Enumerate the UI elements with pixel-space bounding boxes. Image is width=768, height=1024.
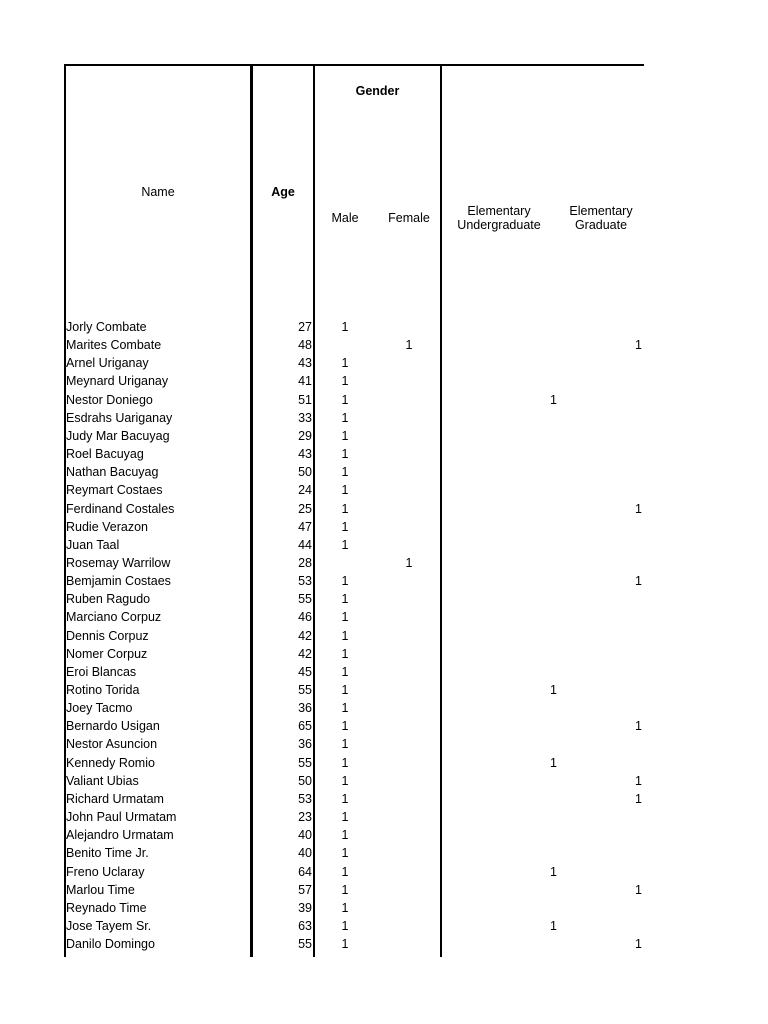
female-cell bbox=[378, 518, 440, 536]
elementary-undergraduate-cell bbox=[443, 500, 557, 518]
table-row bbox=[0, 735, 768, 753]
table-row bbox=[0, 645, 768, 663]
name-cell: Danilo Domingo bbox=[66, 937, 155, 952]
elementary-undergraduate-cell bbox=[443, 572, 557, 590]
elementary-undergraduate-cell bbox=[443, 481, 557, 499]
name-cell: Joey Tacmo bbox=[66, 701, 133, 716]
elementary-graduate-cell bbox=[560, 481, 642, 499]
elementary-undergraduate-cell bbox=[443, 935, 557, 953]
name-cell: Kennedy Romio bbox=[66, 755, 155, 770]
elementary-undergraduate-cell bbox=[443, 790, 557, 808]
elementary-graduate-cell bbox=[560, 463, 642, 481]
female-cell bbox=[378, 445, 440, 463]
male-cell: 1 bbox=[341, 755, 349, 770]
male-cell: 1 bbox=[341, 628, 349, 643]
male-cell: 1 bbox=[341, 882, 349, 897]
age-cell: 28 bbox=[298, 555, 312, 570]
elementary-undergraduate-cell bbox=[443, 899, 557, 917]
male-cell: 1 bbox=[341, 320, 349, 334]
name-cell: Valiant Ubias bbox=[66, 773, 139, 788]
male-cell: 1 bbox=[341, 410, 349, 425]
elementary-undergraduate-cell bbox=[443, 663, 557, 681]
table-row bbox=[0, 372, 768, 390]
elementary-undergraduate-cell bbox=[443, 717, 557, 735]
male-cell: 1 bbox=[341, 664, 349, 679]
elementary-undergraduate-cell bbox=[443, 645, 557, 663]
elementary-graduate-cell: 1 bbox=[635, 719, 642, 734]
age-cell: 47 bbox=[298, 519, 312, 534]
male-cell: 1 bbox=[341, 501, 349, 516]
age-cell: 55 bbox=[298, 683, 312, 697]
female-cell bbox=[378, 645, 440, 663]
elementary-undergraduate-cell bbox=[443, 808, 557, 826]
female-cell bbox=[378, 391, 440, 409]
table-row bbox=[0, 590, 768, 608]
female-cell bbox=[378, 699, 440, 717]
age-cell: 53 bbox=[298, 791, 312, 806]
female-cell bbox=[378, 590, 440, 608]
elementary-graduate-cell bbox=[560, 354, 642, 372]
table-row bbox=[0, 681, 768, 699]
name-cell: Esdrahs Uariganay bbox=[66, 410, 173, 425]
elementary-undergraduate-cell bbox=[443, 590, 557, 608]
table-row bbox=[0, 354, 768, 372]
elementary-undergraduate-cell: 1 bbox=[550, 683, 557, 697]
name-cell: Juan Taal bbox=[66, 537, 120, 552]
name-cell: Nathan Bacuyag bbox=[66, 465, 159, 480]
name-cell: Ferdinand Costales bbox=[66, 501, 175, 516]
elementary-undergraduate-cell bbox=[443, 336, 557, 354]
age-cell: 53 bbox=[298, 574, 312, 589]
age-cell: 27 bbox=[298, 320, 312, 334]
male-cell: 1 bbox=[341, 392, 349, 407]
age-cell: 39 bbox=[298, 900, 312, 915]
elementary-graduate-cell bbox=[560, 627, 642, 645]
elementary-graduate-cell: 1 bbox=[635, 937, 642, 952]
age-cell: 29 bbox=[298, 428, 312, 443]
elementary-undergraduate-cell bbox=[443, 463, 557, 481]
male-cell: 1 bbox=[341, 447, 349, 462]
elementary-undergraduate-cell bbox=[443, 518, 557, 536]
elementary-undergraduate-cell bbox=[443, 826, 557, 844]
female-cell bbox=[378, 427, 440, 445]
elementary-graduate-cell bbox=[560, 681, 642, 699]
female-cell bbox=[378, 372, 440, 390]
name-cell: Bemjamin Costaes bbox=[66, 574, 171, 589]
name-cell: Benito Time Jr. bbox=[66, 846, 149, 861]
name-cell: Reynado Time bbox=[66, 900, 147, 915]
elementary-graduate-cell bbox=[560, 409, 642, 427]
age-cell: 55 bbox=[298, 755, 312, 770]
female-cell: 1 bbox=[405, 555, 413, 570]
elementary-undergraduate-cell bbox=[443, 354, 557, 372]
elementary-undergraduate-cell bbox=[443, 427, 557, 445]
elementary-graduate-cell bbox=[560, 863, 642, 881]
name-cell: Rosemay Warrilow bbox=[66, 555, 171, 570]
age-cell: 24 bbox=[298, 483, 312, 498]
elementary-graduate-cell bbox=[560, 518, 642, 536]
table-row bbox=[0, 318, 768, 336]
elementary-graduate-cell bbox=[560, 663, 642, 681]
name-cell: Richard Urmatam bbox=[66, 791, 164, 806]
female-cell bbox=[378, 536, 440, 554]
elementary-undergraduate-cell bbox=[443, 772, 557, 790]
header-gender: Gender bbox=[355, 84, 400, 98]
name-cell: Jose Tayem Sr. bbox=[66, 918, 152, 933]
age-cell: 42 bbox=[298, 628, 312, 643]
male-cell: 1 bbox=[341, 864, 349, 879]
elementary-undergraduate-cell bbox=[443, 409, 557, 427]
age-cell: 33 bbox=[298, 410, 312, 425]
elementary-graduate-cell bbox=[560, 536, 642, 554]
elementary-graduate-cell bbox=[560, 391, 642, 409]
elementary-undergraduate-cell bbox=[443, 881, 557, 899]
elementary-graduate-cell bbox=[560, 554, 642, 572]
elementary-graduate-cell bbox=[560, 608, 642, 626]
table-row bbox=[0, 536, 768, 554]
age-cell: 36 bbox=[298, 701, 312, 716]
male-cell: 1 bbox=[341, 610, 349, 625]
name-cell: Marciano Corpuz bbox=[66, 610, 162, 625]
elementary-graduate-cell bbox=[560, 445, 642, 463]
elementary-undergraduate-cell bbox=[443, 445, 557, 463]
elementary-graduate-cell: 1 bbox=[635, 791, 642, 806]
name-cell: Alejandro Urmatam bbox=[66, 828, 174, 843]
elementary-graduate-cell: 1 bbox=[635, 773, 642, 788]
female-cell bbox=[378, 354, 440, 372]
male-cell: 1 bbox=[341, 719, 349, 734]
header-male: Male bbox=[331, 211, 359, 225]
age-cell: 55 bbox=[298, 937, 312, 952]
elementary-undergraduate-cell: 1 bbox=[550, 755, 557, 770]
male-cell: 1 bbox=[341, 918, 349, 933]
male-cell bbox=[315, 554, 375, 572]
age-cell: 42 bbox=[298, 646, 312, 661]
male-cell: 1 bbox=[341, 646, 349, 661]
age-cell: 50 bbox=[298, 773, 312, 788]
female-cell bbox=[378, 790, 440, 808]
elementary-undergraduate-cell bbox=[443, 536, 557, 554]
female-cell bbox=[378, 663, 440, 681]
female-cell bbox=[378, 881, 440, 899]
elementary-undergraduate-cell bbox=[443, 372, 557, 390]
elementary-undergraduate-cell bbox=[443, 699, 557, 717]
header-elementary-undergraduate bbox=[443, 204, 555, 232]
table-row bbox=[0, 391, 768, 409]
female-cell bbox=[378, 899, 440, 917]
male-cell: 1 bbox=[341, 701, 349, 716]
name-cell: Marlou Time bbox=[66, 882, 135, 897]
name-cell: Ruben Ragudo bbox=[66, 592, 151, 607]
elementary-graduate-cell bbox=[560, 590, 642, 608]
female-cell bbox=[378, 826, 440, 844]
header-female: Female bbox=[388, 211, 430, 225]
age-cell: 44 bbox=[298, 537, 312, 552]
table-row bbox=[0, 608, 768, 626]
table-row bbox=[0, 500, 768, 518]
table-row bbox=[0, 844, 768, 862]
male-cell: 1 bbox=[341, 773, 349, 788]
male-cell: 1 bbox=[341, 483, 349, 498]
table-row bbox=[0, 663, 768, 681]
female-cell bbox=[378, 409, 440, 427]
female-cell bbox=[378, 935, 440, 953]
header-elementary-graduate-line1: Elementary bbox=[569, 204, 633, 218]
table-row bbox=[0, 790, 768, 808]
age-cell: 45 bbox=[298, 664, 312, 679]
elementary-graduate-cell bbox=[560, 645, 642, 663]
table-row bbox=[0, 772, 768, 790]
male-cell bbox=[315, 336, 375, 354]
table-row bbox=[0, 481, 768, 499]
elementary-graduate-cell bbox=[560, 917, 642, 935]
elementary-graduate-cell bbox=[560, 372, 642, 390]
table-row bbox=[0, 572, 768, 590]
female-cell bbox=[378, 572, 440, 590]
table-row bbox=[0, 409, 768, 427]
elementary-undergraduate-cell bbox=[443, 735, 557, 753]
table-row bbox=[0, 917, 768, 935]
female-cell bbox=[378, 808, 440, 826]
female-cell bbox=[378, 481, 440, 499]
elementary-graduate-cell bbox=[560, 318, 642, 336]
age-cell: 43 bbox=[298, 356, 312, 371]
age-cell: 41 bbox=[298, 374, 312, 389]
age-cell: 55 bbox=[298, 592, 312, 607]
table-row bbox=[0, 826, 768, 844]
female-cell bbox=[378, 735, 440, 753]
age-cell: 64 bbox=[298, 864, 312, 879]
table-row bbox=[0, 554, 768, 572]
name-cell: Marites Combate bbox=[66, 338, 162, 353]
female-cell bbox=[378, 863, 440, 881]
name-cell: Freno Uclaray bbox=[66, 864, 145, 879]
name-cell: Rudie Verazon bbox=[66, 519, 149, 534]
elementary-graduate-cell bbox=[560, 699, 642, 717]
age-cell: 36 bbox=[298, 737, 312, 752]
header-elementary-graduate-line2: Graduate bbox=[574, 218, 628, 232]
male-cell: 1 bbox=[341, 356, 349, 371]
age-cell: 40 bbox=[298, 846, 312, 861]
elementary-graduate-cell bbox=[560, 808, 642, 826]
table-row bbox=[0, 808, 768, 826]
age-cell: 23 bbox=[298, 810, 312, 825]
age-cell: 46 bbox=[298, 610, 312, 625]
table-row bbox=[0, 699, 768, 717]
elementary-undergraduate-cell bbox=[443, 844, 557, 862]
age-cell: 57 bbox=[298, 882, 312, 897]
female-cell bbox=[378, 844, 440, 862]
table-row bbox=[0, 881, 768, 899]
header-name: Name bbox=[141, 185, 175, 199]
male-cell: 1 bbox=[341, 846, 349, 861]
female-cell bbox=[378, 500, 440, 518]
elementary-undergraduate-cell bbox=[443, 627, 557, 645]
elementary-undergraduate-cell: 1 bbox=[550, 918, 557, 933]
name-cell: Eroi Blancas bbox=[66, 664, 137, 679]
male-cell: 1 bbox=[341, 428, 349, 443]
name-cell: Reymart Costaes bbox=[66, 483, 163, 498]
male-cell: 1 bbox=[341, 592, 349, 607]
male-cell: 1 bbox=[341, 465, 349, 480]
elementary-graduate-cell: 1 bbox=[635, 338, 642, 353]
elementary-graduate-cell bbox=[560, 754, 642, 772]
female-cell bbox=[378, 717, 440, 735]
male-cell: 1 bbox=[341, 537, 349, 552]
table-row bbox=[0, 717, 768, 735]
female-cell bbox=[378, 627, 440, 645]
header-elementary-undergraduate-line2: Undergraduate bbox=[457, 218, 541, 232]
table-row bbox=[0, 445, 768, 463]
name-cell: Rotino Torida bbox=[66, 683, 140, 697]
age-cell: 43 bbox=[298, 447, 312, 462]
name-cell: Roel Bacuyag bbox=[66, 447, 144, 462]
age-cell: 40 bbox=[298, 828, 312, 843]
elementary-graduate-cell bbox=[560, 899, 642, 917]
male-cell: 1 bbox=[341, 519, 349, 534]
elementary-undergraduate-cell: 1 bbox=[550, 392, 557, 407]
table-row bbox=[0, 627, 768, 645]
female-cell bbox=[378, 772, 440, 790]
name-cell: Arnel Uriganay bbox=[66, 356, 149, 371]
age-cell: 65 bbox=[298, 719, 312, 734]
female-cell bbox=[378, 754, 440, 772]
elementary-graduate-cell bbox=[560, 826, 642, 844]
elementary-graduate-cell: 1 bbox=[635, 882, 642, 897]
male-cell: 1 bbox=[341, 828, 349, 843]
female-cell: 1 bbox=[405, 338, 413, 353]
male-cell: 1 bbox=[341, 791, 349, 806]
table-row bbox=[0, 754, 768, 772]
male-cell: 1 bbox=[341, 937, 349, 952]
name-cell: John Paul Urmatam bbox=[66, 810, 177, 825]
elementary-undergraduate-cell: 1 bbox=[550, 864, 557, 879]
name-cell: Jorly Combate bbox=[66, 320, 147, 334]
male-cell: 1 bbox=[341, 900, 349, 915]
age-cell: 48 bbox=[298, 338, 312, 353]
elementary-undergraduate-cell bbox=[443, 554, 557, 572]
elementary-graduate-cell bbox=[560, 735, 642, 753]
elementary-graduate-cell: 1 bbox=[635, 501, 642, 516]
age-cell: 63 bbox=[298, 918, 312, 933]
name-cell: Judy Mar Bacuyag bbox=[66, 428, 170, 443]
elementary-undergraduate-cell bbox=[443, 608, 557, 626]
header-age: Age bbox=[271, 185, 295, 199]
table-row bbox=[0, 427, 768, 445]
male-cell: 1 bbox=[341, 574, 349, 589]
table-row bbox=[0, 336, 768, 354]
male-cell: 1 bbox=[341, 810, 349, 825]
name-cell: Bernardo Usigan bbox=[66, 719, 160, 734]
table-row bbox=[0, 518, 768, 536]
name-cell: Nomer Corpuz bbox=[66, 646, 148, 661]
male-cell: 1 bbox=[341, 374, 349, 389]
female-cell bbox=[378, 318, 440, 336]
female-cell bbox=[378, 608, 440, 626]
female-cell bbox=[378, 917, 440, 935]
elementary-undergraduate-cell bbox=[443, 318, 557, 336]
elementary-graduate-cell bbox=[560, 427, 642, 445]
age-cell: 25 bbox=[298, 501, 312, 516]
name-cell: Meynard Uriganay bbox=[66, 374, 169, 389]
header-elementary-graduate bbox=[556, 204, 646, 232]
age-cell: 50 bbox=[298, 465, 312, 480]
male-cell: 1 bbox=[341, 737, 349, 752]
name-cell: Nestor Doniego bbox=[66, 392, 153, 407]
table-top-border bbox=[64, 64, 644, 66]
name-cell: Nestor Asuncion bbox=[66, 737, 158, 752]
header-elementary-undergraduate-line1: Elementary bbox=[467, 204, 531, 218]
table-row bbox=[0, 863, 768, 881]
elementary-graduate-cell: 1 bbox=[635, 574, 642, 589]
name-cell: Dennis Corpuz bbox=[66, 628, 149, 643]
male-cell: 1 bbox=[341, 683, 349, 697]
table-row bbox=[0, 463, 768, 481]
table-row bbox=[0, 899, 768, 917]
female-cell bbox=[378, 463, 440, 481]
age-cell: 51 bbox=[298, 392, 312, 407]
female-cell bbox=[378, 681, 440, 699]
table-row bbox=[0, 935, 768, 953]
elementary-graduate-cell bbox=[560, 844, 642, 862]
